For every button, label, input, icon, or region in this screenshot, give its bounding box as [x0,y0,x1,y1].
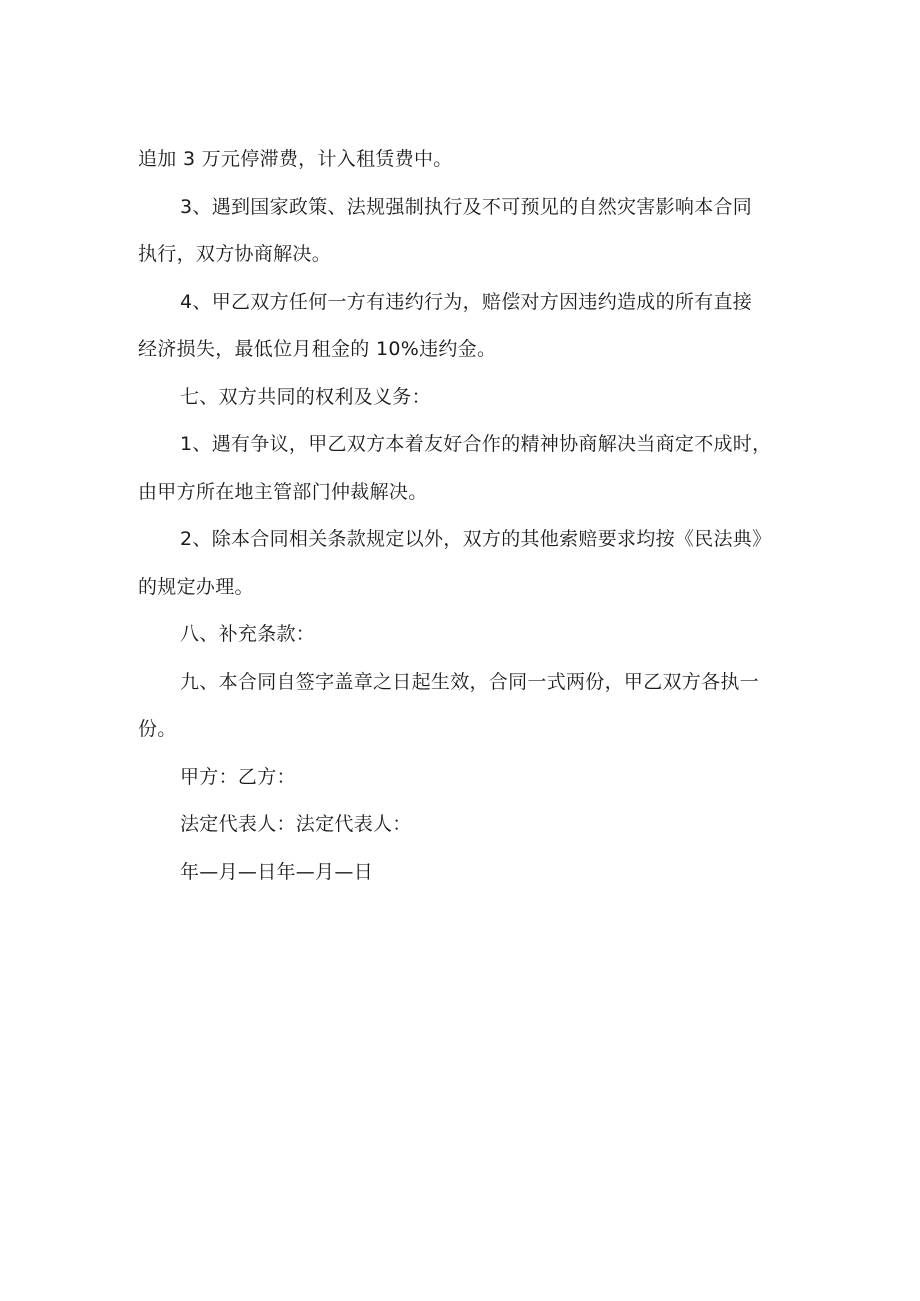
section-7-clause-1-line-2: 由甲方所在地主管部门仲裁解决。 [138,480,428,503]
section-9-line-1: 九、本合同自签字盖章之日起生效，合同一式两份，甲乙双方各执一 [180,670,760,693]
section-7-clause-2-line-2: 的规定办理。 [138,575,254,598]
section-7-heading: 七、双方共同的权利及义务： [180,385,431,408]
section-7-clause-1-line-1: 1、遇有争议，甲乙双方本着友好合作的精神协商解决当商定不成时， [180,433,772,455]
legal-representative-labels: 法定代表人：法定代表人： [180,813,412,835]
date-labels: 年—月—日年—月—日 [180,860,374,883]
party-labels: 甲方：乙方： [180,765,296,788]
clause-3-line-1: 3、遇到国家政策、法规强制执行及不可预见的自然灾害影响本合同 [180,195,753,218]
clause-4-line-1: 4、甲乙双方任何一方有违约行为，赔偿对方因违约造成的所有直接 [180,290,753,313]
clause-4-line-2: 经济损失，最低位月租金的 10%违约金。 [138,338,497,360]
section-7-clause-2-line-1: 2、除本合同相关条款规定以外，双方的其他索赔要求均按《民法典》 [180,528,772,550]
clause-3-line-2: 执行，双方协商解决。 [138,243,332,265]
section-8-heading: 八、补充条款： [180,623,316,645]
contract-body [138,136,788,896]
section-9-line-2: 份。 [138,718,177,740]
text-line-penalty-fee: 追加 3 万元停滞费，计入租赁费中。 [138,148,453,170]
